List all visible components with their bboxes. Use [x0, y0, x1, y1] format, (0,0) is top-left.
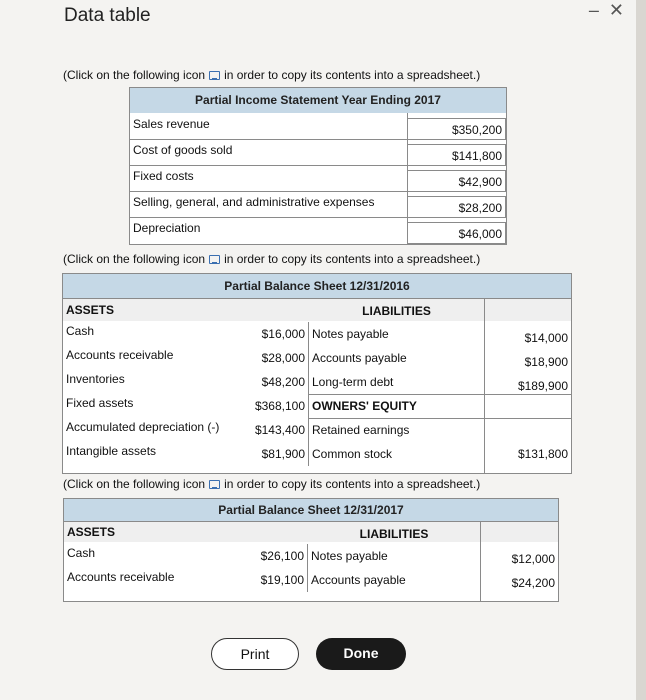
- copy-spreadsheet-icon[interactable]: [209, 71, 220, 80]
- note-text-after: in order to copy its contents into a spreadsheet.): [224, 252, 481, 266]
- window-controls: [579, 0, 624, 21]
- table-row-value: $24,200: [511, 576, 555, 590]
- copy-note-balance-2016: [63, 252, 480, 266]
- table-row-label: Depreciation: [133, 221, 201, 235]
- copy-note-income: [63, 68, 480, 82]
- table-row-label: Notes payable: [312, 327, 389, 341]
- table-row-label: Long-term debt: [312, 375, 394, 389]
- table-row-value: $12,000: [511, 552, 555, 566]
- print-button[interactable]: Print: [211, 638, 299, 670]
- minimize-icon[interactable]: –: [588, 0, 599, 20]
- table-row-value: $141,800: [407, 144, 506, 166]
- table-row-label: Fixed assets: [66, 396, 134, 410]
- liabilities-header: LIABILITIES: [308, 522, 480, 542]
- table-row-value: $19,100: [232, 568, 308, 592]
- table-row-value: $81,900: [233, 442, 309, 466]
- income-statement-title: Partial Income Statement Year Ending 2017: [130, 88, 506, 113]
- done-button[interactable]: Done: [316, 638, 406, 670]
- table-row-value: $189,900: [517, 379, 568, 393]
- table-row-label: Accounts payable: [312, 351, 407, 365]
- liabilities-header: LIABILITIES: [309, 299, 484, 321]
- note-text-after: in order to copy its contents into a spreadsheet.): [224, 477, 481, 491]
- table-row-label: Accounts receivable: [67, 570, 175, 584]
- balance-sheet-2016-table: [62, 273, 572, 474]
- copy-spreadsheet-icon[interactable]: [209, 255, 220, 264]
- table-row-value: $28,000: [233, 346, 309, 370]
- table-row-label: Accounts receivable: [66, 348, 174, 362]
- table-row-value: $368,100: [233, 394, 309, 418]
- table-row-value: $46,000: [407, 222, 506, 244]
- table-row-label: Selling, general, and administrative expenses: [130, 192, 407, 218]
- table-row-value: $143,400: [233, 418, 309, 442]
- note-text-after: in order to copy its contents into a spreadsheet.): [224, 68, 481, 82]
- table-row-value: $18,900: [524, 355, 568, 369]
- table-row-label: Inventories: [66, 372, 125, 386]
- table-row-label: Cash: [66, 324, 95, 338]
- table-row-value: $26,100: [232, 544, 308, 568]
- table-row-label: Intangible assets: [66, 444, 157, 458]
- close-icon[interactable]: ✕: [608, 0, 624, 20]
- balance-sheet-2016-title: Partial Balance Sheet 12/31/2016: [63, 274, 571, 298]
- dialog-title: Data table: [64, 5, 151, 26]
- table-row-label: Common stock: [312, 447, 393, 461]
- table-row-value: $350,200: [407, 118, 506, 140]
- note-text-before: (Click on the following icon: [63, 252, 206, 266]
- table-row-value: $42,900: [407, 170, 506, 192]
- owners-equity-header: OWNERS' EQUITY: [312, 399, 417, 413]
- income-statement-table: [129, 87, 507, 245]
- table-row-label: Cost of goods sold: [130, 140, 407, 166]
- table-row-label: Retained earnings: [312, 423, 410, 437]
- table-row-label: Accumulated depreciation (-): [66, 420, 220, 434]
- balance-sheet-2017-table: [63, 498, 559, 602]
- table-row-value: $48,200: [233, 370, 309, 394]
- copy-spreadsheet-icon[interactable]: [209, 480, 220, 489]
- note-text-before: (Click on the following icon: [63, 68, 206, 82]
- table-row-value: $28,200: [407, 196, 506, 218]
- assets-header: ASSETS: [63, 299, 309, 321]
- table-row-value: $14,000: [524, 331, 568, 345]
- table-row-label: Fixed costs: [130, 166, 407, 192]
- table-row-value: $131,800: [517, 447, 568, 461]
- table-row-label: Accounts payable: [311, 573, 406, 587]
- table-row-value: $16,000: [233, 322, 309, 346]
- note-text-before: (Click on the following icon: [63, 477, 206, 491]
- copy-note-balance-2017: [63, 477, 480, 491]
- assets-header: ASSETS: [64, 522, 308, 542]
- table-row-label: Sales revenue: [130, 114, 407, 140]
- table-row-label: Notes payable: [311, 549, 388, 563]
- table-row-label: Cash: [67, 546, 96, 560]
- balance-sheet-2017-title: Partial Balance Sheet 12/31/2017: [64, 499, 558, 521]
